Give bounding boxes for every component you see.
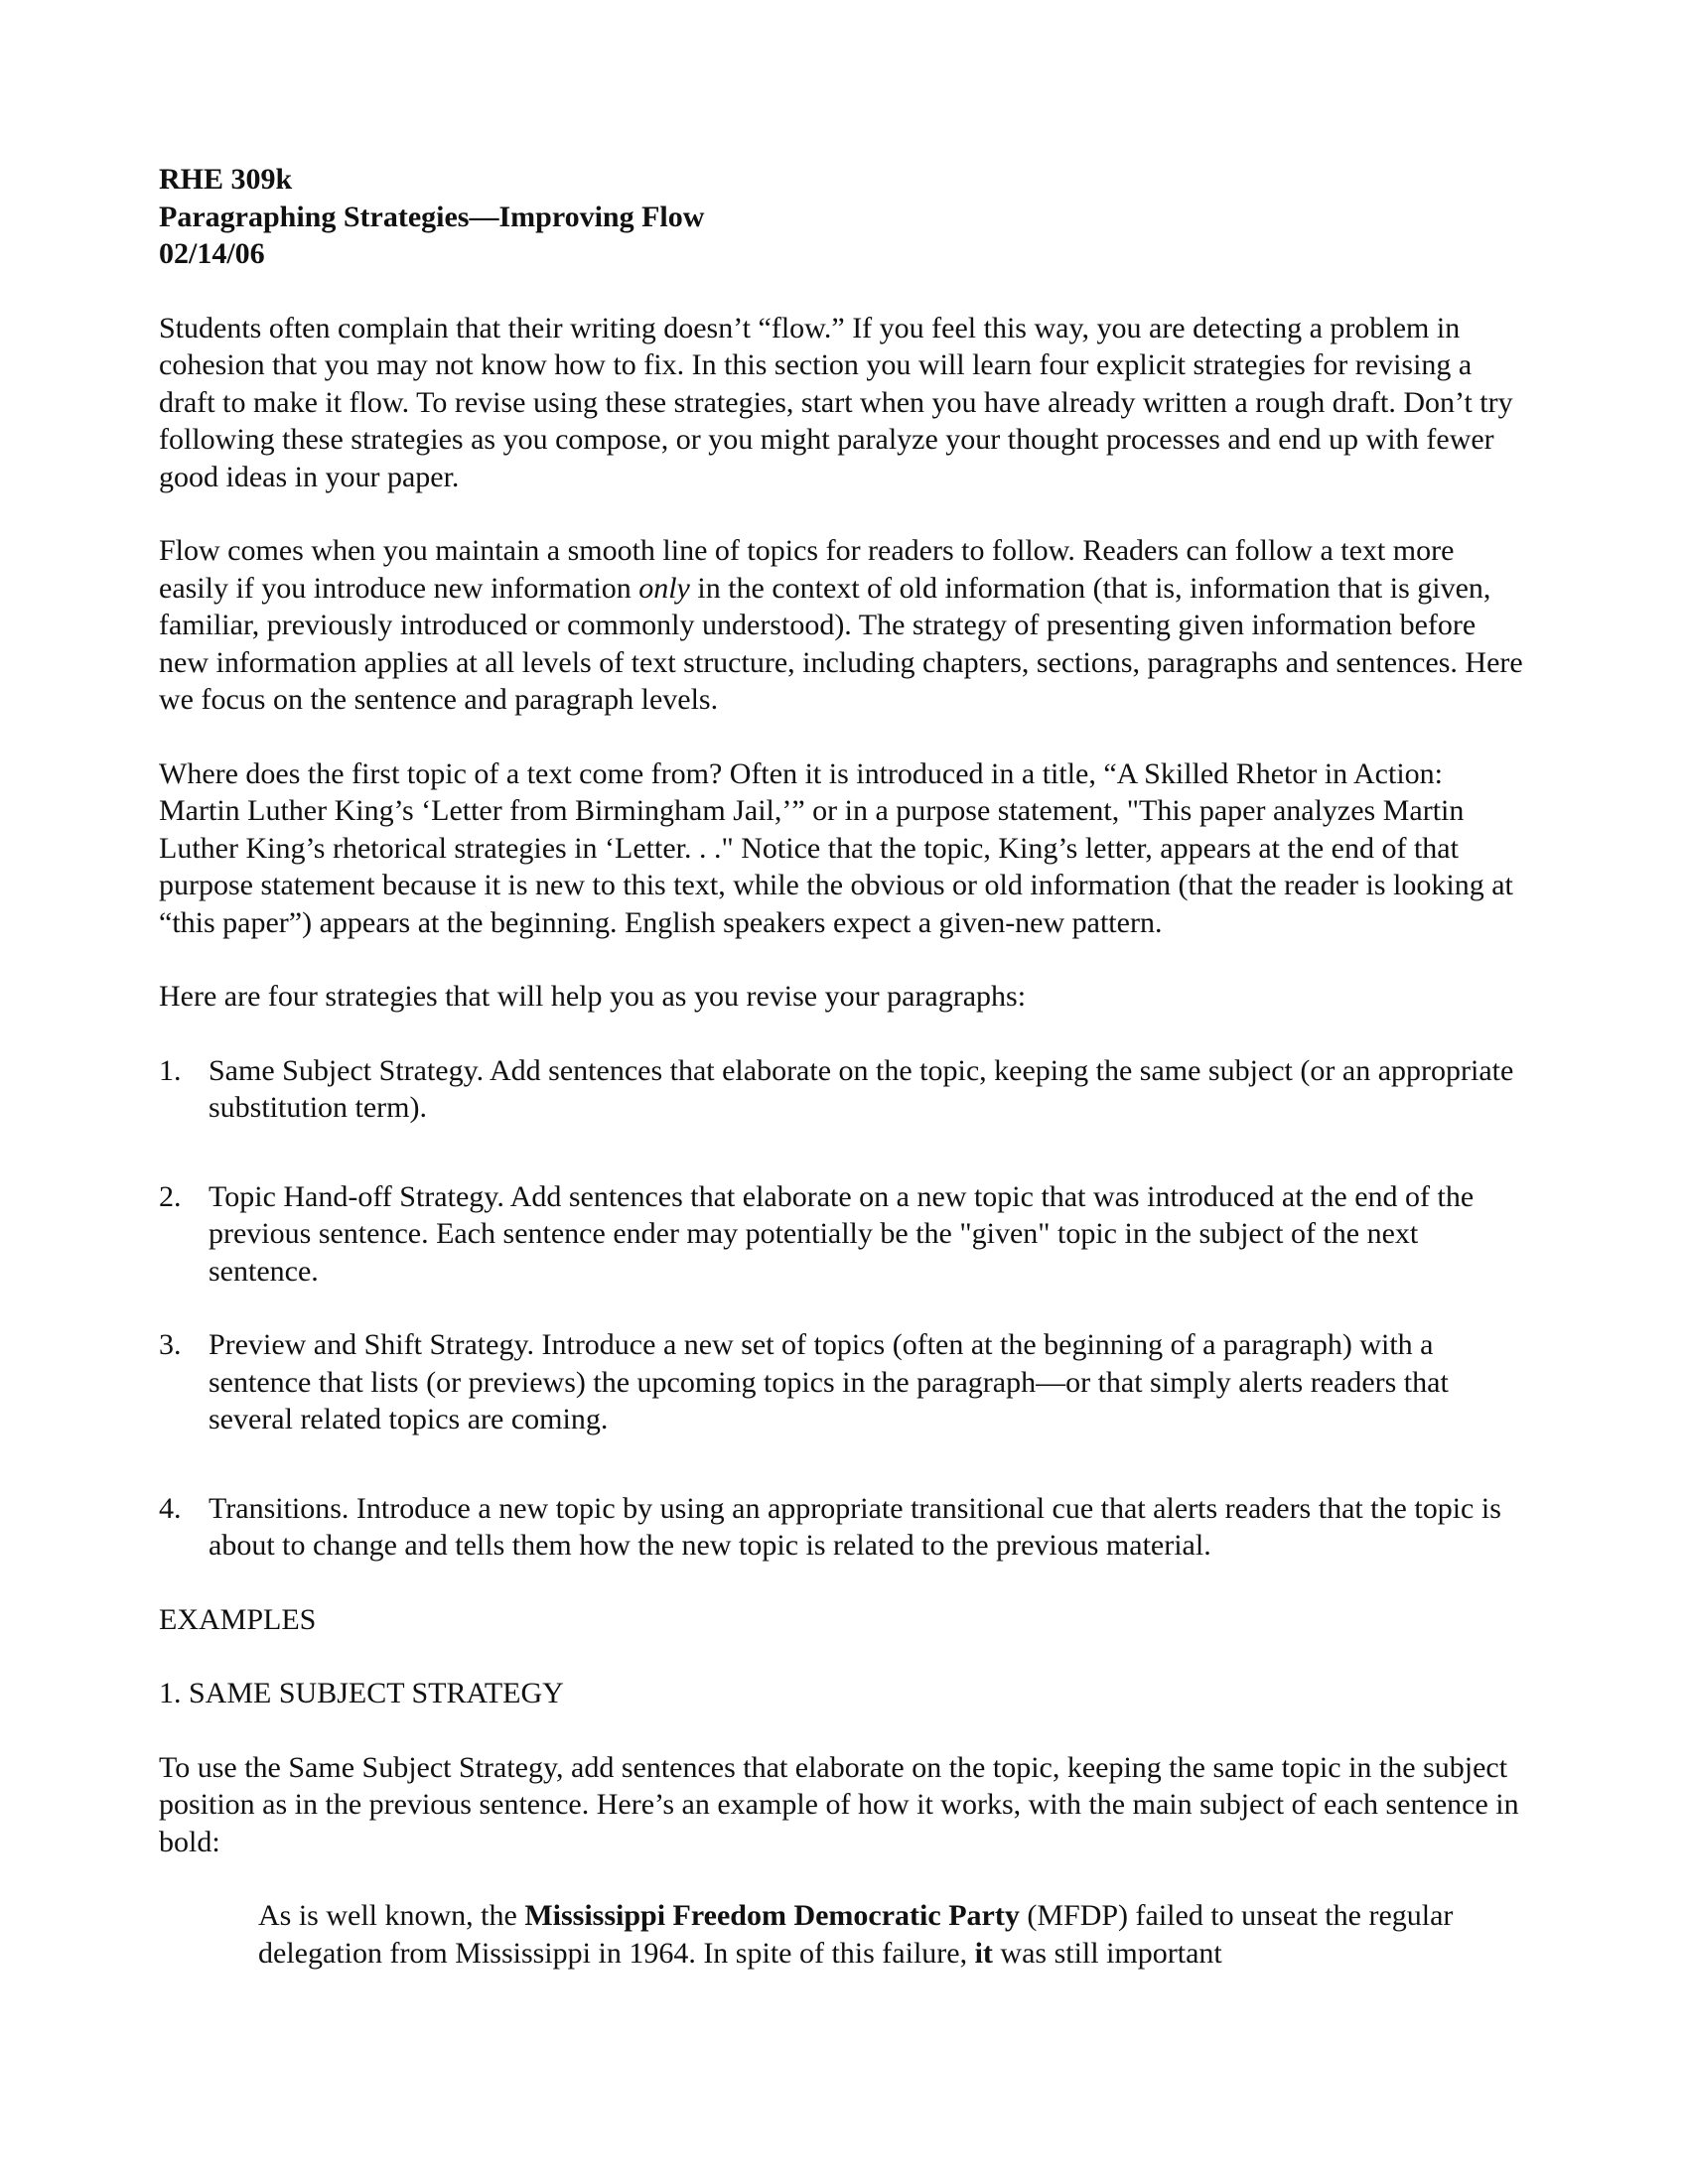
intro-paragraph-1: Students often complain that their writing doesn’t “flow.” If you feel this way, you are detecting a problem in cohesion that you may not know how to fix. In this section you will learn four explicit strategies for revising a draft to make it flow. To revise using these strategies, start when you have already written a rough draft. Don’t try following these strategies as you compose, or you might paralyze your thought processes and end up with fewer good ideas in your paper.	[159, 311, 1513, 493]
examples-heading: EXAMPLES	[159, 1602, 317, 1636]
quote-text: was still important	[992, 1936, 1222, 1970]
intro-paragraph-3: Where does the first topic of a text come from? Often it is introduced in a title, “A Skilled Rhetor in Action: Martin Luther King’s ‘Letter from Birmingham Jail,’” or in a purpose statement, "This paper analyzes Martin Luther King’s rhetorical strategies in ‘Letter. . ." Notice that the topic, King’s letter, appears at the end of that purpose statement because it is new to this text, while the obvious or old information (that the reader is looking at “this paper”) appears at the beginning. English speakers expect a given-new pattern.	[159, 756, 1513, 939]
list-text: Topic Hand-off Strategy. Add sentences that elaborate on a new topic that was introduced at the end of the previous sentence. Each sentence ender may potentially be the "given" topic in the subject of the next sentence.	[209, 1179, 1475, 1288]
quote-text: As is well known, the	[258, 1899, 525, 1932]
document-header	[159, 161, 1529, 273]
document-page	[159, 161, 1529, 1972]
list-item	[159, 1052, 1529, 1127]
strategy-list	[159, 1052, 1529, 1565]
list-number: 1.	[159, 1053, 182, 1087]
paragraph-text: in the context of old information (that is, information that is given, familiar, previously introduced or commonly understood). The strategy of presenting given information before new information applies at all levels of text structure, including chapters, sections, paragraphs and sentences. Here we focus on the sentence and paragraph levels.	[159, 571, 1523, 716]
examples-subheading: 1. SAME SUBJECT STRATEGY	[159, 1677, 564, 1709]
bold-subject: Mississippi Freedom Democratic Party	[524, 1899, 1020, 1932]
intro-paragraph-4: Here are four strategies that will help you as you revise your paragraphs:	[159, 980, 1027, 1013]
paragraph-text: Flow comes when you maintain a smooth line of topics for readers to follow. Readers can follow a text more easily if you introduce new information	[159, 534, 1455, 605]
list-text: Same Subject Strategy. Add sentences that elaborate on the topic, keeping the same subject (or an appropriate substitution term).	[209, 1053, 1514, 1124]
document-title: Paragraphing Strategies—Improving Flow	[159, 200, 705, 233]
list-item	[159, 1490, 1529, 1565]
list-text: Transitions. Introduce a new topic by using an appropriate transitional cue that alerts readers that the topic is about to change and tells them how the new topic is related to the previous material.	[209, 1491, 1501, 1562]
document-date: 02/14/06	[159, 237, 265, 270]
course-code: RHE 309k	[159, 163, 293, 196]
quote-text: (MFDP) failed to unseat the regular delegation from Mississippi in 1964. In spite of this failure,	[258, 1899, 1454, 1970]
emphasis-text: only	[638, 571, 690, 605]
list-text: Preview and Shift Strategy. Introduce a new set of topics (often at the beginning of a paragraph) with a sentence that lists (or previews) the upcoming topics in the paragraph—or that simply alerts readers that several related topics are coming.	[209, 1328, 1449, 1435]
bold-subject: it	[974, 1936, 993, 1970]
examples-explanation: To use the Same Subject Strategy, add sentences that elaborate on the topic, keeping the same topic in the subject position as in the previous sentence. Here’s an example of how it works, with the main subject of each sentence in bold:	[159, 1750, 1519, 1858]
list-number: 3.	[159, 1328, 182, 1361]
list-number: 2.	[159, 1179, 182, 1213]
intro-paragraph-2	[159, 532, 1529, 719]
list-item	[159, 1178, 1529, 1291]
list-number: 4.	[159, 1491, 182, 1525]
list-item	[159, 1326, 1529, 1438]
example-quote	[258, 1897, 1529, 1972]
